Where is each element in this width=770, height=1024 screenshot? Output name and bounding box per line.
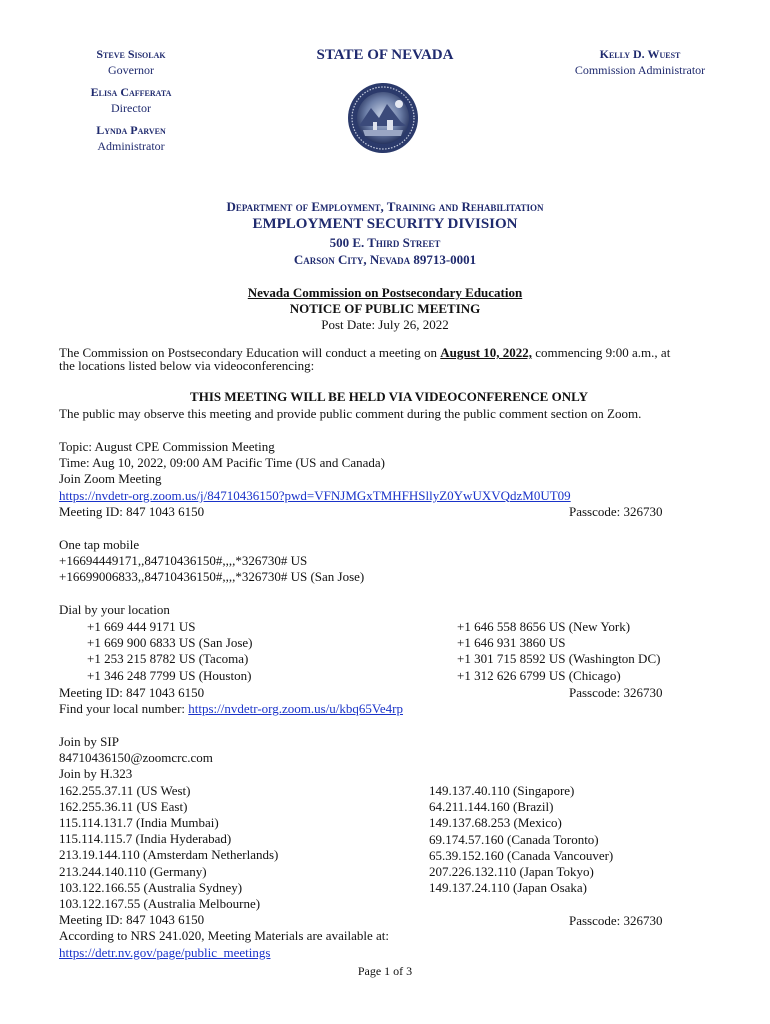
dial-number: +1 669 444 9171 US [87, 619, 196, 634]
meeting-materials-link[interactable]: https://detr.nv.gov/page/public_meetings [59, 944, 271, 960]
passcode: Passcode: 326730 [569, 503, 663, 519]
passcode-2: Passcode: 326730 [569, 685, 663, 700]
h323-heading: Join by H.323 [59, 766, 133, 782]
dial-heading: Dial by your location [59, 602, 170, 617]
state-title: STATE OF NEVADA [316, 47, 454, 63]
h323-address: 65.39.152.160 (Canada Vancouver) [429, 847, 614, 863]
intro-line-2: the locations listed below via videoconferencing: [59, 358, 315, 373]
sip-block [59, 734, 389, 961]
h323-address: 162.255.36.11 (US East) [59, 798, 188, 814]
notice-heading-block [100, 285, 670, 334]
meeting-id-3: Meeting ID: 847 1043 6150 [59, 912, 205, 928]
commission-name: Nevada Commission on Postsecondary Education [247, 285, 523, 300]
dial-number: +1 312 626 6799 US (Chicago) [457, 667, 621, 683]
city-address: Carson City, Nevada 89713-0001 [293, 252, 477, 267]
administrator-block [62, 122, 200, 154]
director-name: Elisa Cafferata [90, 85, 172, 99]
dial-number: +1 253 215 8782 US (Tacoma) [87, 651, 249, 667]
zoom-meeting-block [59, 439, 679, 520]
h323-address: 69.174.57.160 (Canada Toronto) [429, 831, 599, 847]
one-tap-number-2: +16699006833,,84710436150#,,,,*326730# US (San Jose) [59, 569, 365, 585]
dial-number: +1 646 931 3860 US [457, 635, 566, 651]
meeting-topic: Topic: August CPE Commission Meeting [59, 439, 275, 454]
meeting-time: Time: Aug 10, 2022, 09:00 AM Pacific Time (US and Canada) [59, 455, 385, 471]
governor-title: Governor [108, 63, 154, 78]
one-tap-number-1: +16694449171,,84710436150#,,,,*326730# US [59, 553, 308, 569]
dial-number: +1 646 558 8656 US (New York) [457, 619, 631, 634]
h323-address: 149.137.24.110 (Japan Osaka) [429, 880, 588, 896]
zoom-join-link[interactable]: https://nvdetr-org.zoom.us/j/84710436150?pwd=VFNJMGxTMHFHSllyZ0YwUXVQdzM0UT09 [59, 487, 571, 503]
sip-address: 84710436150@zoomcrc.com [59, 750, 213, 766]
one-tap-block [59, 537, 679, 586]
h323-address: 207.226.132.110 (Japan Tokyo) [429, 864, 594, 880]
street-address: 500 E. Third Street [329, 235, 441, 250]
meeting-id-2: Meeting ID: 847 1043 6150 [59, 685, 205, 700]
director-block [62, 84, 200, 116]
h323-address: 103.122.166.55 (Australia Sydney) [59, 879, 243, 895]
page-number: Page 1 of 3 [357, 964, 413, 978]
h323-address: 115.114.131.7 (India Mumbai) [59, 815, 219, 831]
meeting-id: Meeting ID: 847 1043 6150 [59, 503, 205, 519]
dial-number: +1 669 900 6833 US (San Jose) [87, 635, 253, 651]
videoconference-heading: THIS MEETING WILL BE HELD VIA VIDEOCONFERENCE ONLY [190, 389, 588, 404]
director-title: Director [111, 101, 151, 116]
notice-title: NOTICE OF PUBLIC MEETING [289, 301, 481, 317]
join-zoom-label: Join Zoom Meeting [59, 471, 162, 487]
department-name: Department of Employment, Training and Rehabilitation [226, 199, 544, 214]
dial-right-list [457, 619, 660, 684]
governor-block [62, 46, 200, 78]
commission-admin-title: Commission Administrator [574, 63, 706, 78]
h323-right-list [429, 783, 613, 896]
dial-number: +1 301 715 8592 US (Washington DC) [457, 651, 661, 667]
dial-number: +1 346 248 7799 US (Houston) [87, 667, 252, 683]
h323-address: 149.137.40.110 (Singapore) [429, 783, 575, 798]
administrator-name: Lynda Parven [96, 123, 166, 137]
department-block [100, 198, 670, 268]
find-local-label: Find your local number: [59, 701, 189, 716]
find-local-link[interactable]: https://nvdetr-org.zoom.us/u/kbq65Ve4rp [188, 701, 403, 716]
administrator-title: Administrator [97, 139, 165, 154]
division-name: EMPLOYMENT SECURITY DIVISION [252, 216, 518, 232]
nrs-statement: According to NRS 241.020, Meeting Materials are available at: [59, 928, 389, 944]
commission-admin-block [560, 46, 720, 78]
intro-paragraph [59, 346, 719, 372]
h323-address: 162.255.37.11 (US West) [59, 782, 191, 798]
h323-address: 103.122.167.55 (Australia Melbourne) [59, 896, 261, 912]
h323-address: 213.19.144.110 (Amsterdam Netherlands) [59, 847, 279, 863]
passcode-3: Passcode: 326730 [569, 913, 663, 928]
intro-text-after: commencing 9:00 a.m., at [532, 345, 671, 360]
public-observe-line: The public may observe this meeting and provide public comment during the public comment section on Zoom. [59, 406, 642, 421]
intro-text: The Commission on Postsecondary Education will conduct a meeting on [59, 345, 441, 360]
post-date: Post Date: July 26, 2022 [321, 317, 449, 333]
h323-address: 149.137.68.253 (Mexico) [429, 815, 562, 831]
meeting-date: August 10, 2022, [440, 345, 533, 360]
dial-left-list [87, 619, 253, 684]
state-seal-icon [343, 82, 423, 154]
one-tap-label: One tap mobile [59, 537, 140, 552]
sip-heading: Join by SIP [59, 734, 119, 749]
h323-address: 213.244.140.110 (Germany) [59, 863, 207, 879]
h323-address: 64.211.144.160 (Brazil) [429, 799, 554, 815]
governor-name: Steve Sisolak [96, 47, 166, 61]
commission-admin-name: Kelly D. Wuest [599, 47, 681, 61]
h323-address: 115.114.115.7 (India Hyderabad) [59, 831, 232, 847]
